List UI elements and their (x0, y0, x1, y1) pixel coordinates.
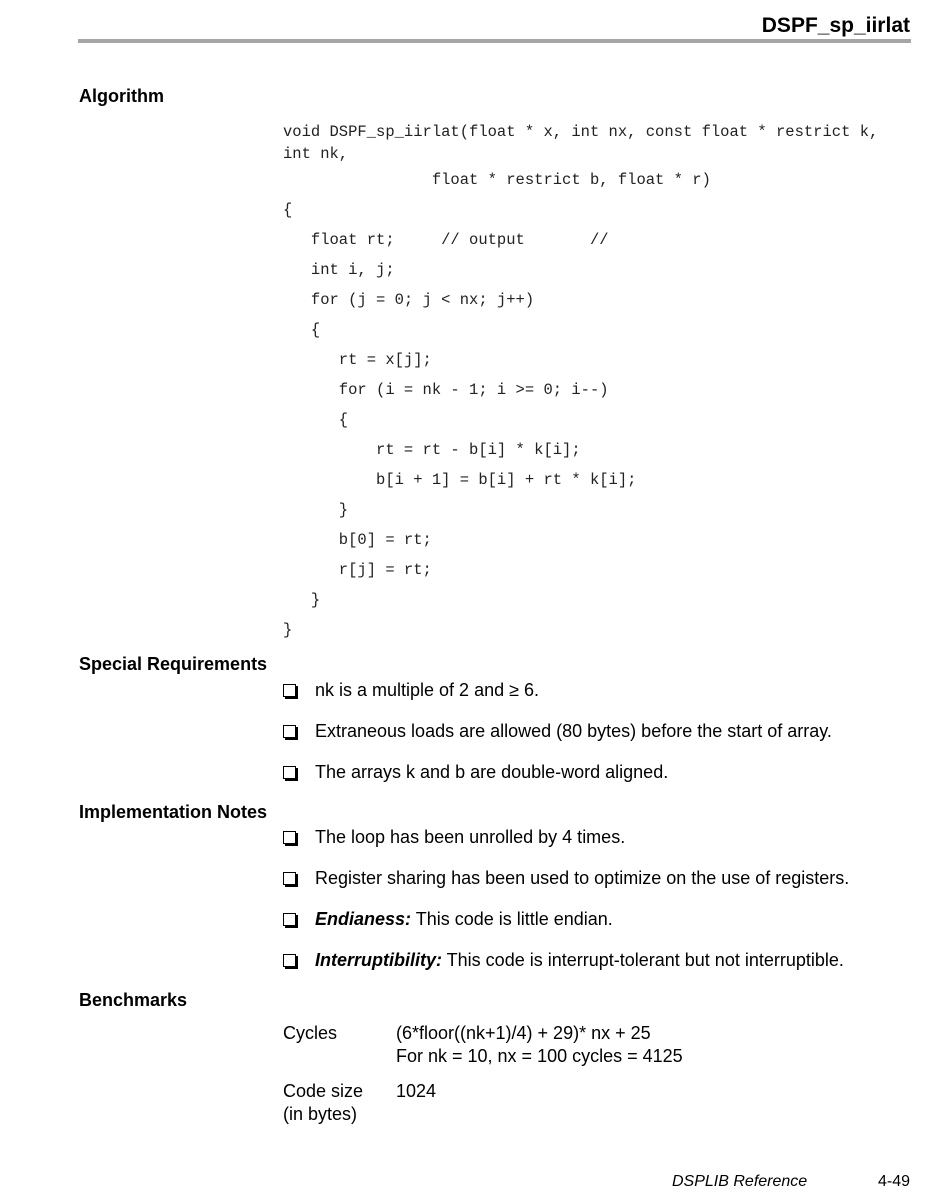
list-item: Endianess: This code is little endian. (283, 907, 913, 948)
checkbox-bullet-icon (283, 684, 296, 697)
checkbox-bullet-icon (283, 725, 296, 738)
code-line: { (283, 321, 321, 339)
heading-special-requirements: Special Requirements (79, 654, 268, 674)
checkbox-bullet-icon (283, 954, 296, 967)
algorithm-code-block (283, 121, 913, 649)
checkbox-bullet-icon (283, 766, 296, 779)
page-title: DSPF_sp_iirlat (761, 14, 910, 37)
list-item: Register sharing has been used to optimize on the use of registers. (283, 866, 913, 907)
code-line: for (i = nk - 1; i >= 0; i--) (283, 381, 609, 399)
list-item: Interruptibility: This code is interrupt-tolerant but not interruptible. (283, 948, 913, 989)
benchmark-row-code-size (283, 1080, 683, 1126)
special-requirements-list (283, 678, 913, 801)
cycles-example: For nk = 10, nx = 100 cycles = 4125 (396, 1046, 683, 1066)
benchmarks-table (283, 1022, 683, 1138)
header-rule (78, 39, 911, 43)
cycles-formula: (6*floor((nk+1)/4) + 29)* nx + 25 (396, 1023, 651, 1043)
code-line: b[0] = rt; (283, 531, 432, 549)
code-line: { (283, 201, 293, 219)
benchmark-row-cycles (283, 1022, 683, 1068)
heading-benchmarks: Benchmarks (79, 990, 188, 1010)
code-line: { (283, 411, 349, 429)
checkbox-bullet-icon (283, 872, 296, 885)
checkbox-bullet-icon (283, 831, 296, 844)
code-line: for (j = 0; j < nx; j++) (283, 291, 535, 309)
code-size-value: 1024 (396, 1081, 437, 1101)
list-item: The arrays k and b are double-word aligned. (283, 760, 913, 801)
code-line: rt = rt - b[i] * k[i]; (283, 441, 581, 459)
list-item: nk is a multiple of 2 and ≥ 6. (283, 678, 913, 719)
interruptibility-lead: Interruptibility: (315, 950, 442, 970)
footer-reference: DSPLIB Reference (672, 1173, 808, 1190)
checkbox-bullet-icon (283, 913, 296, 926)
cycles-label: Cycles (283, 1023, 338, 1043)
list-item: Extraneous loads are allowed (80 bytes) before the start of array. (283, 719, 913, 760)
endianess-lead: Endianess: (315, 909, 412, 929)
code-size-label: Code size (283, 1081, 364, 1101)
code-line: rt = x[j]; (283, 351, 432, 369)
code-line: } (283, 501, 349, 519)
code-line: } (283, 621, 293, 639)
heading-implementation-notes: Implementation Notes (79, 802, 268, 822)
code-line: float * restrict b, float * r) (283, 171, 711, 189)
page-number: 4-49 (877, 1173, 910, 1190)
code-size-unit-label: (in bytes) (283, 1104, 358, 1124)
code-line: b[i + 1] = b[i] + rt * k[i]; (283, 471, 637, 489)
code-line: int i, j; (283, 261, 395, 279)
heading-algorithm: Algorithm (79, 86, 164, 106)
code-line: r[j] = rt; (283, 561, 432, 579)
implementation-notes-list (283, 825, 913, 989)
code-line: void DSPF_sp_iirlat(float * x, int nx, const float * restrict k, int nk, (283, 123, 879, 163)
list-item: The loop has been unrolled by 4 times. (283, 825, 913, 866)
code-line: } (283, 591, 321, 609)
code-line: float rt; // output // (283, 231, 609, 249)
